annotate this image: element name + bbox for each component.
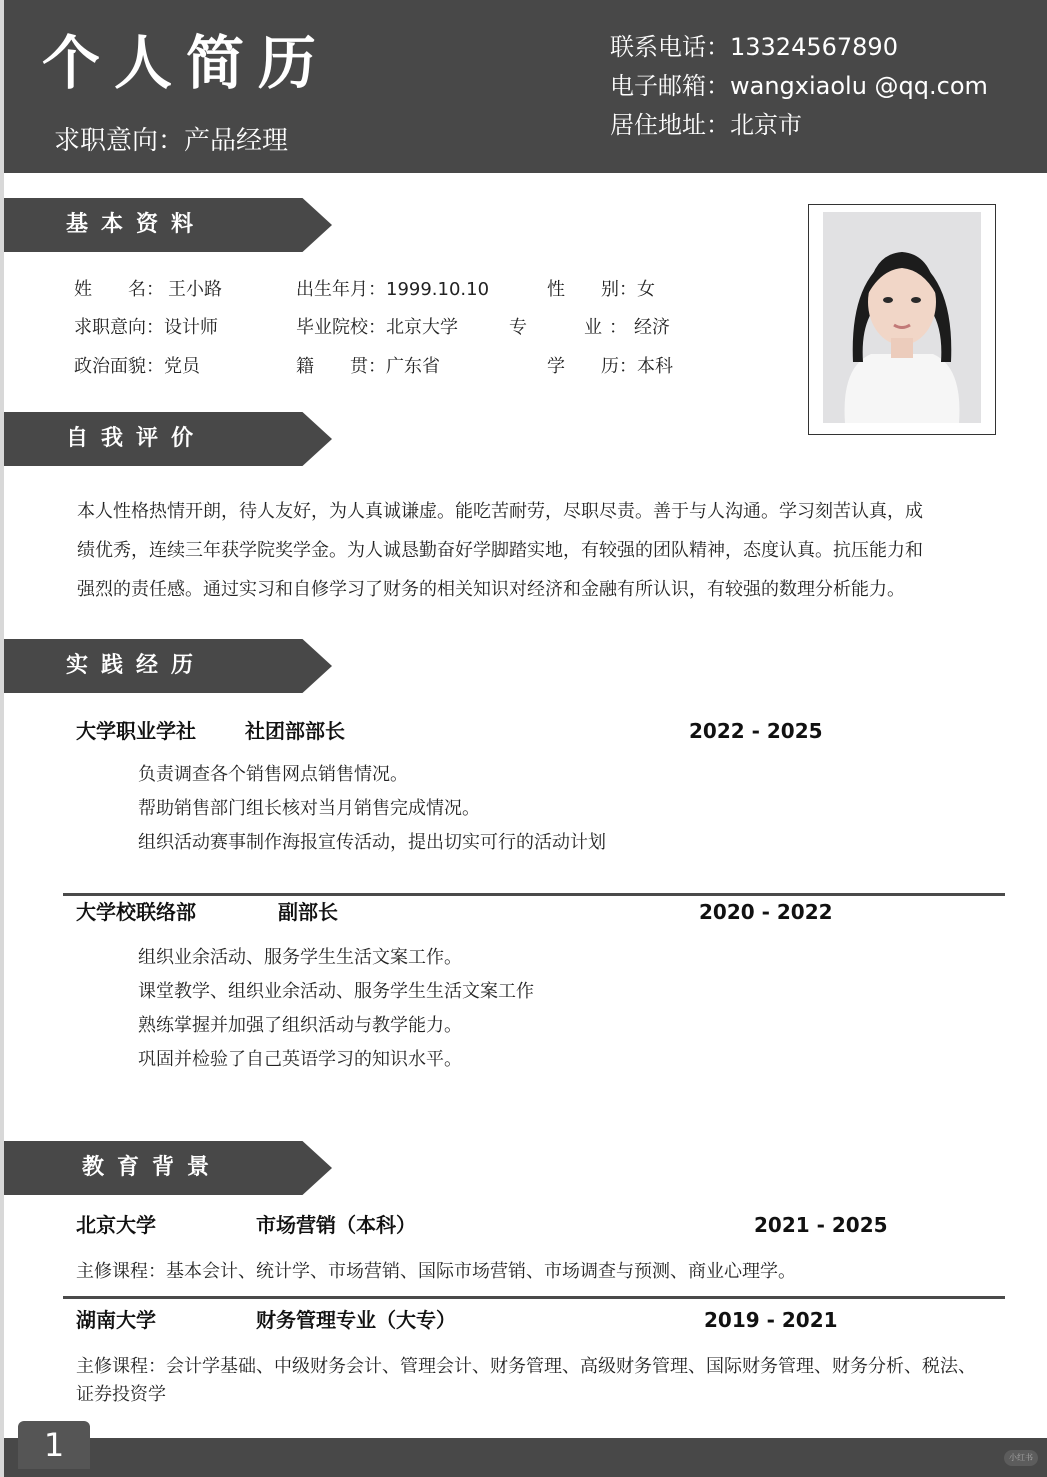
education-courses: 主修课程：基本会计、统计学、市场营销、国际市场营销、市场调查与预测、商业心理学。 xyxy=(76,1261,796,1282)
experience-org: 大学职业学社 xyxy=(76,719,196,743)
education-major: 财务管理专业（大专） xyxy=(256,1308,456,1332)
education-school: 北京大学 xyxy=(76,1213,156,1237)
portrait-illustration xyxy=(823,212,981,423)
experience-bullet: 组织业余活动、服务学生生活文案工作。 xyxy=(138,947,462,968)
contact-address xyxy=(610,108,802,142)
job-intent xyxy=(54,122,288,160)
job-intent-label: 求职意向： xyxy=(54,126,185,156)
left-edge-strip xyxy=(0,0,4,1477)
info-gender-label: 性 别： xyxy=(547,279,637,300)
info-name-label: 姓 名： xyxy=(74,279,164,300)
experience-bullet: 巩固并检验了自己英语学习的知识水平。 xyxy=(138,1049,462,1070)
education-date: 2019 - 2021 xyxy=(704,1308,838,1332)
section-title-basic: 基本资料 xyxy=(66,212,207,237)
info-origin-label: 籍 贯： xyxy=(296,356,386,377)
info-origin xyxy=(296,355,440,379)
address-value: 北京市 xyxy=(730,111,802,139)
section-title-education: 教育背景 xyxy=(82,1155,223,1180)
info-school-label: 毕业院校： xyxy=(296,317,386,338)
education-major: 市场营销（本科） xyxy=(256,1213,416,1237)
profile-photo-frame xyxy=(808,204,996,435)
experience-date: 2022 - 2025 xyxy=(689,719,823,743)
experience-bullet: 组织活动赛事制作海报宣传活动，提出切实可行的活动计划 xyxy=(138,832,606,853)
section-title-self: 自我评价 xyxy=(66,426,207,451)
profile-photo xyxy=(823,212,981,423)
phone-value: 13324567890 xyxy=(730,33,898,61)
contact-phone xyxy=(610,30,898,64)
email-value: wangxiaolu @qq.com xyxy=(730,72,988,100)
info-origin-value: 广东省 xyxy=(386,356,440,377)
info-politics-value: 党员 xyxy=(164,356,200,377)
info-school-value: 北京大学 xyxy=(386,317,458,338)
info-intent xyxy=(74,316,218,340)
info-birth-label: 出生年月： xyxy=(296,279,386,300)
info-school xyxy=(296,316,458,340)
education-courses-continued: 证券投资学 xyxy=(76,1384,166,1405)
experience-org: 大学校联络部 xyxy=(76,900,196,924)
info-intent-label: 求职意向： xyxy=(74,317,164,338)
experience-date: 2020 - 2022 xyxy=(699,900,833,924)
info-politics xyxy=(74,355,200,379)
info-intent-value: 设计师 xyxy=(164,317,218,338)
info-name-value: 王小路 xyxy=(168,279,222,300)
info-politics-label: 政治面貌： xyxy=(74,356,164,377)
footer-bar xyxy=(4,1438,1047,1477)
education-school: 湖南大学 xyxy=(76,1308,156,1332)
page-number: 1 xyxy=(18,1421,90,1469)
info-birth xyxy=(296,278,489,302)
experience-bullet: 帮助销售部门组长核对当月销售完成情况。 xyxy=(138,798,480,819)
experience-bullet: 课堂教学、组织业余活动、服务学生生活文案工作 xyxy=(138,981,534,1002)
info-birth-value: 1999.10.10 xyxy=(386,279,490,300)
job-intent-value: 产品经理 xyxy=(184,126,289,156)
experience-role: 副部长 xyxy=(278,900,338,924)
section-title-practice: 实践经历 xyxy=(66,653,207,678)
self-evaluation-line: 强烈的责任感。通过实习和自修学习了财务的相关知识对经济和金融有所认识，有较强的数理分析能力。 xyxy=(77,579,905,600)
info-name xyxy=(74,278,222,302)
education-date: 2021 - 2025 xyxy=(754,1213,888,1237)
info-degree xyxy=(547,355,673,379)
watermark-logo: 小红书 xyxy=(1004,1450,1038,1466)
email-label: 电子邮箱： xyxy=(610,72,730,100)
info-major xyxy=(509,316,670,340)
divider-rule xyxy=(63,1296,1005,1299)
info-degree-value: 本科 xyxy=(637,356,673,377)
experience-bullet: 熟练掌握并加强了组织活动与教学能力。 xyxy=(138,1015,462,1036)
education-courses: 主修课程：会计学基础、中级财务会计、管理会计、财务管理、高级财务管理、国际财务管理、财务分析、税法、 xyxy=(76,1356,976,1377)
self-evaluation-line: 绩优秀，连续三年获学院奖学金。为人诚恳勤奋好学脚踏实地，有较强的团队精神，态度认真。抗压能力和 xyxy=(77,540,923,561)
experience-bullet: 负责调查各个销售网点销售情况。 xyxy=(138,764,408,785)
info-major-value: 经济 xyxy=(634,317,670,338)
divider-rule xyxy=(63,893,1005,896)
info-gender-value: 女 xyxy=(637,279,655,300)
info-gender xyxy=(547,278,655,302)
info-degree-label: 学 历： xyxy=(547,356,637,377)
info-major-label: 专 业： xyxy=(509,317,634,338)
resume-title: 个人简历 xyxy=(42,29,331,97)
address-label: 居住地址： xyxy=(610,111,730,139)
self-evaluation-line: 本人性格热情开朗，待人友好，为人真诚谦虚。能吃苦耐劳，尽职尽责。善于与人沟通。学习刻苦认真，成 xyxy=(77,501,923,522)
experience-role: 社团部部长 xyxy=(245,719,345,743)
phone-label: 联系电话： xyxy=(610,33,730,61)
contact-email xyxy=(610,69,988,103)
self-evaluation-text xyxy=(77,492,997,609)
